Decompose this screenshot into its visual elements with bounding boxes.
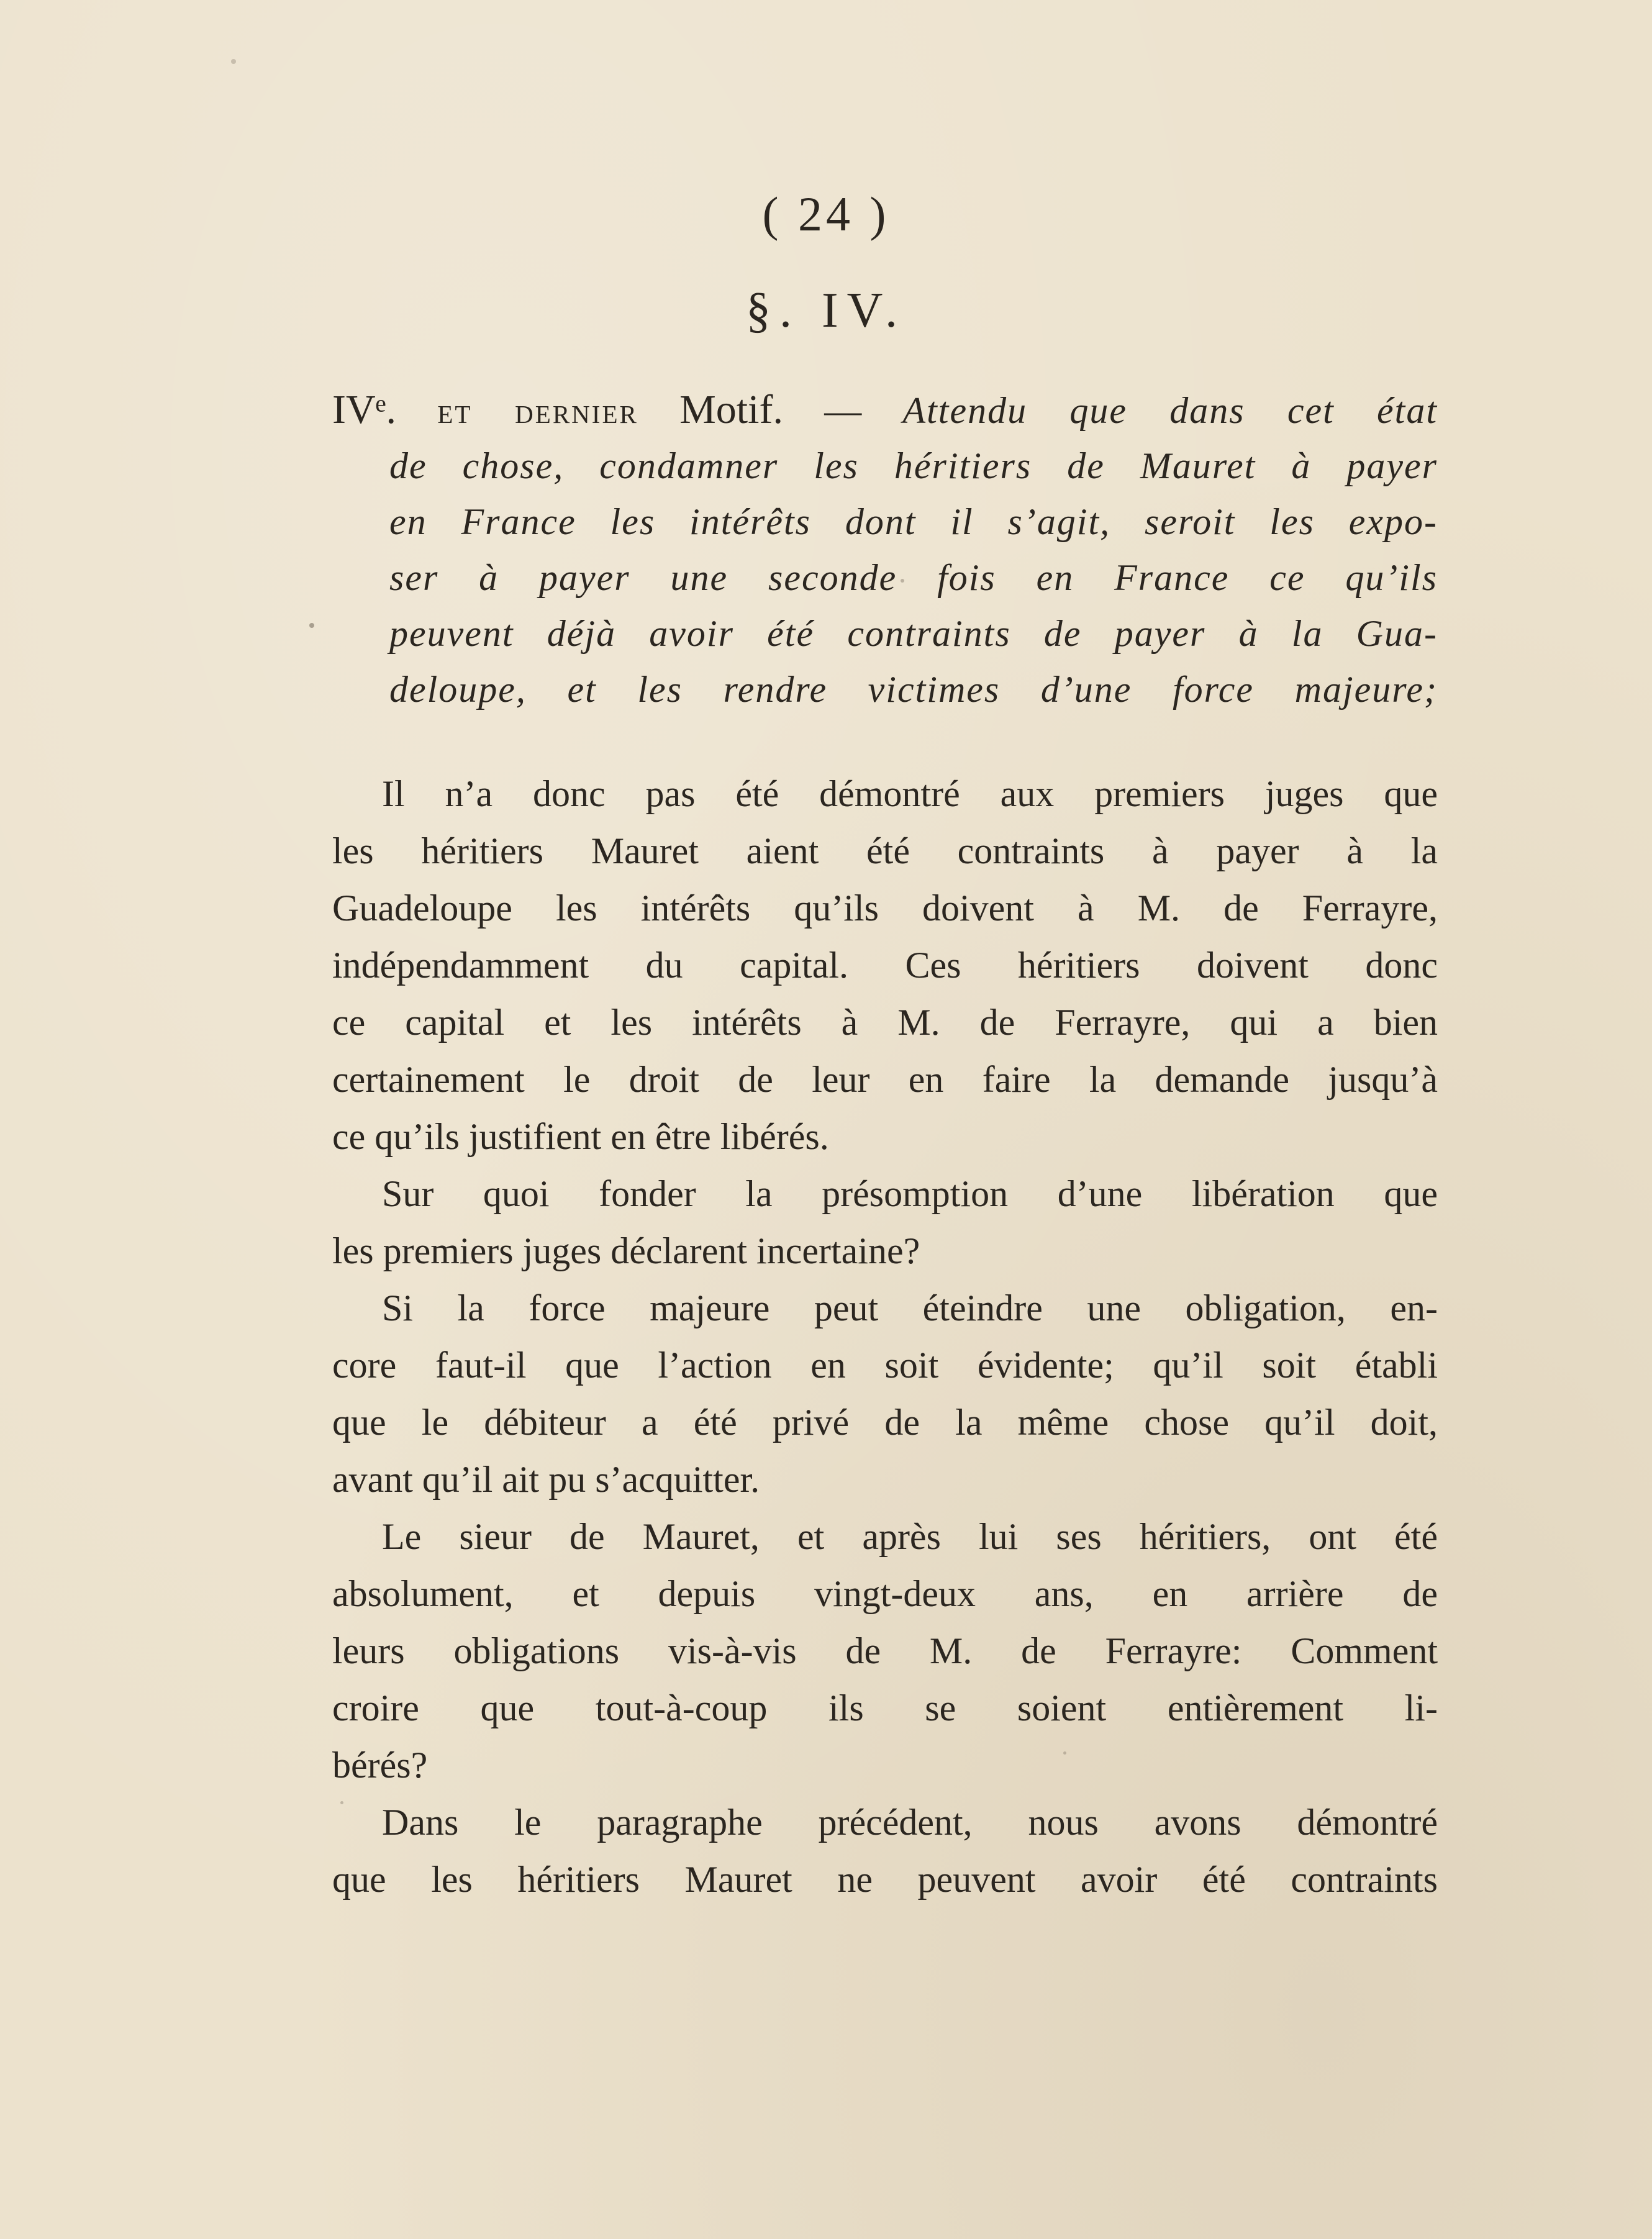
body-line: que le débiteur a été privé de la même chose qu’il doit,	[332, 1402, 1438, 1443]
motif-text-line: deloupe, et les rendre victimes d’une force majeure;	[389, 669, 1438, 710]
body-line: les premiers juges déclarent incertaine?	[332, 1230, 920, 1271]
motif-paragraph	[332, 382, 1438, 717]
body-line: Si la force majeure peut éteindre une obligation, en-	[382, 1288, 1438, 1328]
motif-label-numeral: IVᵉ.	[332, 387, 397, 432]
motif-text-line: en France les intérêts dont il s’agit, seroit les expo-	[389, 501, 1438, 542]
body-line: Il n’a donc pas été démontré aux premiers juges que	[382, 773, 1438, 814]
page-number: ( 24 )	[762, 187, 890, 241]
body-line: ce capital et les intérêts à M. de Ferrayre, qui a bien	[332, 1002, 1438, 1043]
body-line: Sur quoi fonder la présomption d’une libération que	[382, 1173, 1438, 1214]
motif-dash: —	[824, 390, 862, 431]
body-line: core faut-il que l’action en soit évidente; qu’il soit établi	[332, 1345, 1438, 1386]
paper-speck	[231, 59, 236, 64]
motif-text-line: peuvent déjà avoir été contraints de payer à la Gua-	[389, 613, 1438, 654]
paper-speck	[901, 579, 904, 583]
motif-label-word: Motif.	[679, 387, 783, 432]
motif-text-line: Attendu que dans cet état	[902, 390, 1438, 431]
paper-speck	[340, 1801, 343, 1804]
body-line: leurs obligations vis-à-vis de M. de Ferrayre: Comment	[332, 1630, 1438, 1671]
motif-text-line: de chose, condamner les héritiers de Mauret à payer	[389, 445, 1438, 486]
body-line: ce qu’ils justifient en être libérés.	[332, 1116, 829, 1157]
body-line: Dans le paragraphe précédent, nous avons démontré	[382, 1802, 1438, 1843]
body-line: indépendamment du capital. Ces héritiers doivent donc	[332, 945, 1438, 986]
body-line: les héritiers Mauret aient été contraints à payer à la	[332, 830, 1438, 871]
paper-speck	[1063, 1751, 1066, 1755]
body-line: absolument, et depuis vingt-deux ans, en arrière de	[332, 1573, 1438, 1614]
body-line: bérés?	[332, 1745, 428, 1786]
body-line: Le sieur de Mauret, et après lui ses héritiers, ont été	[382, 1516, 1438, 1557]
body-text	[332, 765, 1438, 1908]
body-line: que les héritiers Mauret ne peuvent avoir été contraints	[332, 1859, 1438, 1900]
motif-first-line	[332, 382, 1438, 438]
body-line: avant qu’il ait pu s’acquitter.	[332, 1459, 760, 1500]
section-heading: §. IV.	[745, 283, 907, 338]
body-line: croire que tout-à-coup ils se soient entièrement li-	[332, 1687, 1438, 1728]
motif-label-caps: et dernier	[437, 391, 638, 431]
paper-speck	[309, 623, 314, 628]
motif-text-line: ser à payer une seconde fois en France ce qu’ils	[389, 557, 1438, 598]
body-line: certainement le droit de leur en faire la demande jusqu’à	[332, 1059, 1438, 1100]
body-line: Guadeloupe les intérêts qu’ils doivent à M. de Ferrayre,	[332, 888, 1438, 929]
